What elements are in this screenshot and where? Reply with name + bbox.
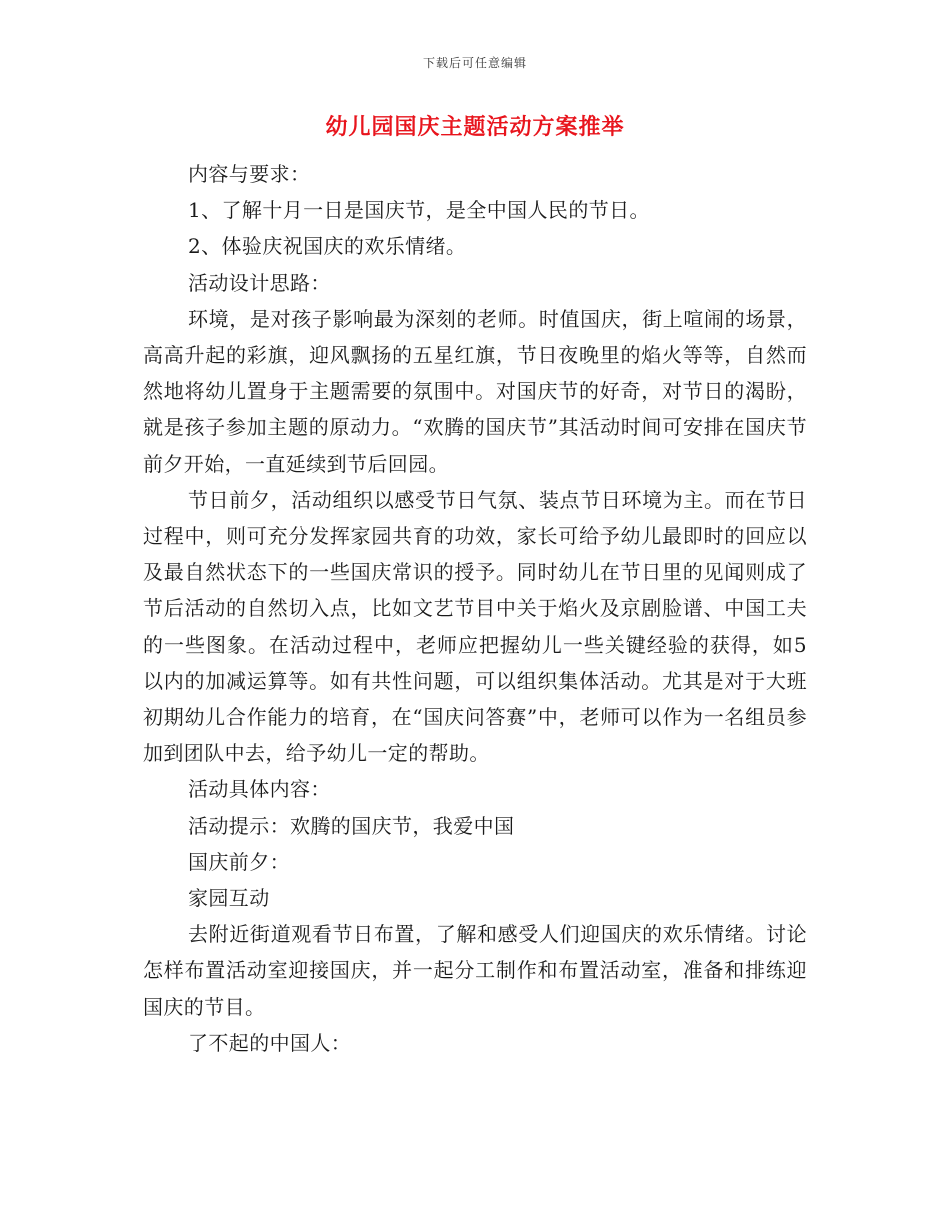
paragraph-design-heading: 活动设计思路： [188,270,331,295]
paragraph-requirement-1: 1、了解十月一日是国庆节，是全中国人民的节日。 [188,198,650,223]
paragraph-great-chinese-heading: 了不起的中国人： [188,1030,352,1055]
page-header-note: 下载后可任意编辑 [422,56,527,70]
paragraph-street-visit: 去附近街道观看节日布置，了解和感受人们迎国庆的欢乐情绪。讨论怎样布置活动室迎接国庆，并一起分工制作和布置活动室，准备和排练迎国庆的节目。 [143,922,807,1019]
paragraph-content-heading: 活动具体内容： [188,777,331,802]
paragraph-requirement-2: 2、体验庆祝国庆的欢乐情绪。 [188,234,467,259]
paragraph-design-environment: 环境，是对孩子影响最为深刻的老师。时值国庆，街上喧闹的场景，高高升起的彩旗，迎风飘扬的五星红旗，节日夜晚里的焰火等等，自然而然地将幼儿置身于主题需要的氛围中。对国庆节的好奇，对节日的渴盼，就是孩子参加主题的原动力。“欢腾的国庆节”其活动时间可安排在国庆节前夕开始，一直延续到节后回园。 [143,306,807,476]
paragraph-home-interaction: 家园互动 [188,886,270,911]
document-body [143,156,807,1061]
paragraph-requirements-heading: 内容与要求： [188,162,311,186]
paragraph-design-festival: 节日前夕，活动组织以感受节日气氛、装点节日环境为主。而在节日过程中，则可充分发挥家园共育的功效，家长可给予幼儿最即时的回应以及最自然状态下的一些国庆常识的授予。同时幼儿在节日里的见闻则成了节后活动的自然切入点，比如文艺节目中关于焰火及京剧脸谱、中国工夫的一些图象。在活动过程中，老师应把握幼儿一些关键经验的获得，如5以内的加减运算等。如有共性问题，可以组织集体活动。尤其是对于大班初期幼儿合作能力的培育，在“国庆问答赛”中，老师可以作为一名组员参加到团队中去，给予幼儿一定的帮助。 [143,487,807,766]
paragraph-eve-heading: 国庆前夕： [188,849,290,874]
document-title: 幼儿园国庆主题活动方案推举 [325,114,625,140]
paragraph-activity-tip: 活动提示：欢腾的国庆节，我爱中国 [188,813,515,838]
